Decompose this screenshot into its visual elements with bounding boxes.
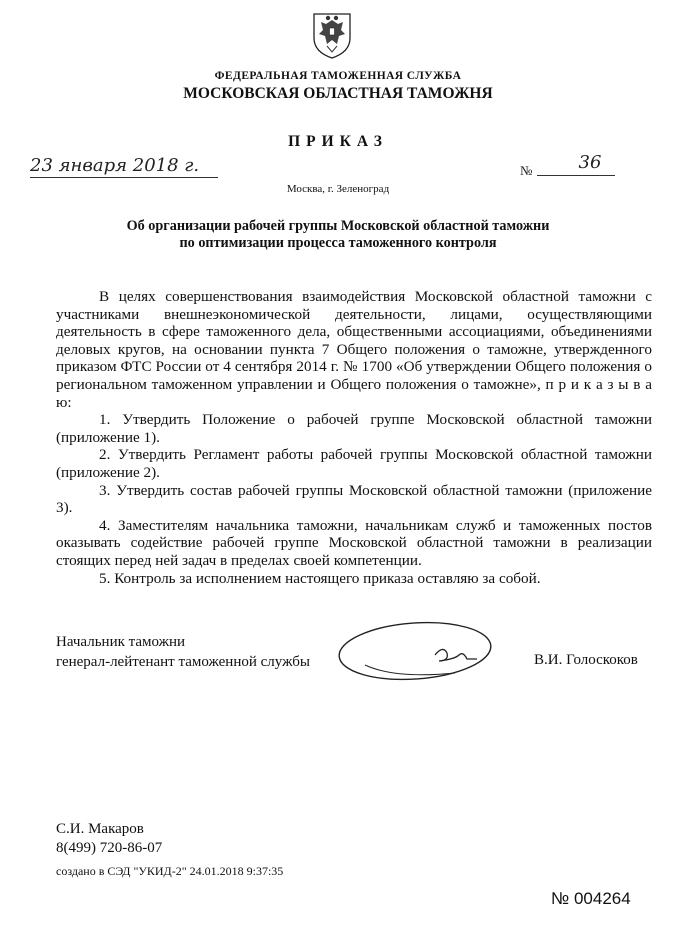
document-number: № 004264 xyxy=(551,889,631,908)
order-title: ПРИКАЗ xyxy=(288,133,388,150)
executor-phone: 8(499) 720-86-07 xyxy=(56,840,163,856)
body-item-3: 3. Утвердить состав рабочей группы Московской областной таможни (приложение 3). xyxy=(56,481,652,517)
executor-name: С.И. Макаров xyxy=(56,821,144,837)
created-note: создано в СЭД "УКИД-2" 24.01.2018 9:37:35 xyxy=(56,864,284,878)
body-item-1: 1. Утвердить Положение о рабочей группе Московской областной таможни (приложение 1). xyxy=(56,411,652,446)
order-place: Москва, г. Зеленоград xyxy=(286,183,390,195)
executor-block xyxy=(56,820,162,858)
body-intro: В целях совершенствования взаимодействия Московской областной таможни с участниками внешнеэкономической деятельности, лицами, осуществляющими деятельность в сфере таможенного дела, общественными ассоциациями, объединениями деловых кругов, на основании пункта 7 Общего положения о таможне, утвержденного приказом ФТС России от 4 сентября 2014 г. № 1700 «Об утверждении Общего положения о региональном таможенном управлении и Общего положения о таможне», п р и к а з ы в а ю: xyxy=(56,288,652,411)
signatory-position xyxy=(56,632,310,672)
signatory-position-line-2: генерал-лейтенант таможенной службы xyxy=(56,654,310,670)
signatory-name: В.И. Голоскоков xyxy=(534,652,638,668)
number-underline xyxy=(537,175,615,176)
order-subject xyxy=(0,218,676,252)
coat-of-arms-icon xyxy=(311,8,353,60)
subject-line-2: по оптимизации процесса таможенного контроля xyxy=(179,235,497,251)
order-number-label: № xyxy=(520,163,533,178)
body-item-4: 4. Заместителям начальника таможни, начальникам служб и таможенных постов оказывать содействие рабочей группе Московской областной таможни в реализации стоящих перед ней задач в пределах своей компетенции. xyxy=(56,516,652,569)
order-number-handwritten: 36 xyxy=(578,152,602,173)
org-name-regional: МОСКОВСКАЯ ОБЛАСТНАЯ ТАМОЖНЯ xyxy=(183,85,493,102)
handwritten-signature xyxy=(335,615,495,685)
subject-line-1: Об организации рабочей группы Московской областной таможни xyxy=(126,218,550,234)
signatory-position-line-1: Начальник таможни xyxy=(56,634,186,650)
order-body xyxy=(56,288,652,587)
body-item-5: 5. Контроль за исполнением настоящего приказа оставляю за собой. xyxy=(99,569,541,587)
org-name-federal: ФЕДЕРАЛЬНАЯ ТАМОЖЕННАЯ СЛУЖБА xyxy=(214,70,462,82)
date-underline xyxy=(30,177,218,178)
body-item-2: 2. Утвердить Регламент работы рабочей группы Московской областной таможни (приложение 2). xyxy=(56,446,652,481)
order-date-handwritten: 23 января 2018 г. xyxy=(30,155,200,176)
